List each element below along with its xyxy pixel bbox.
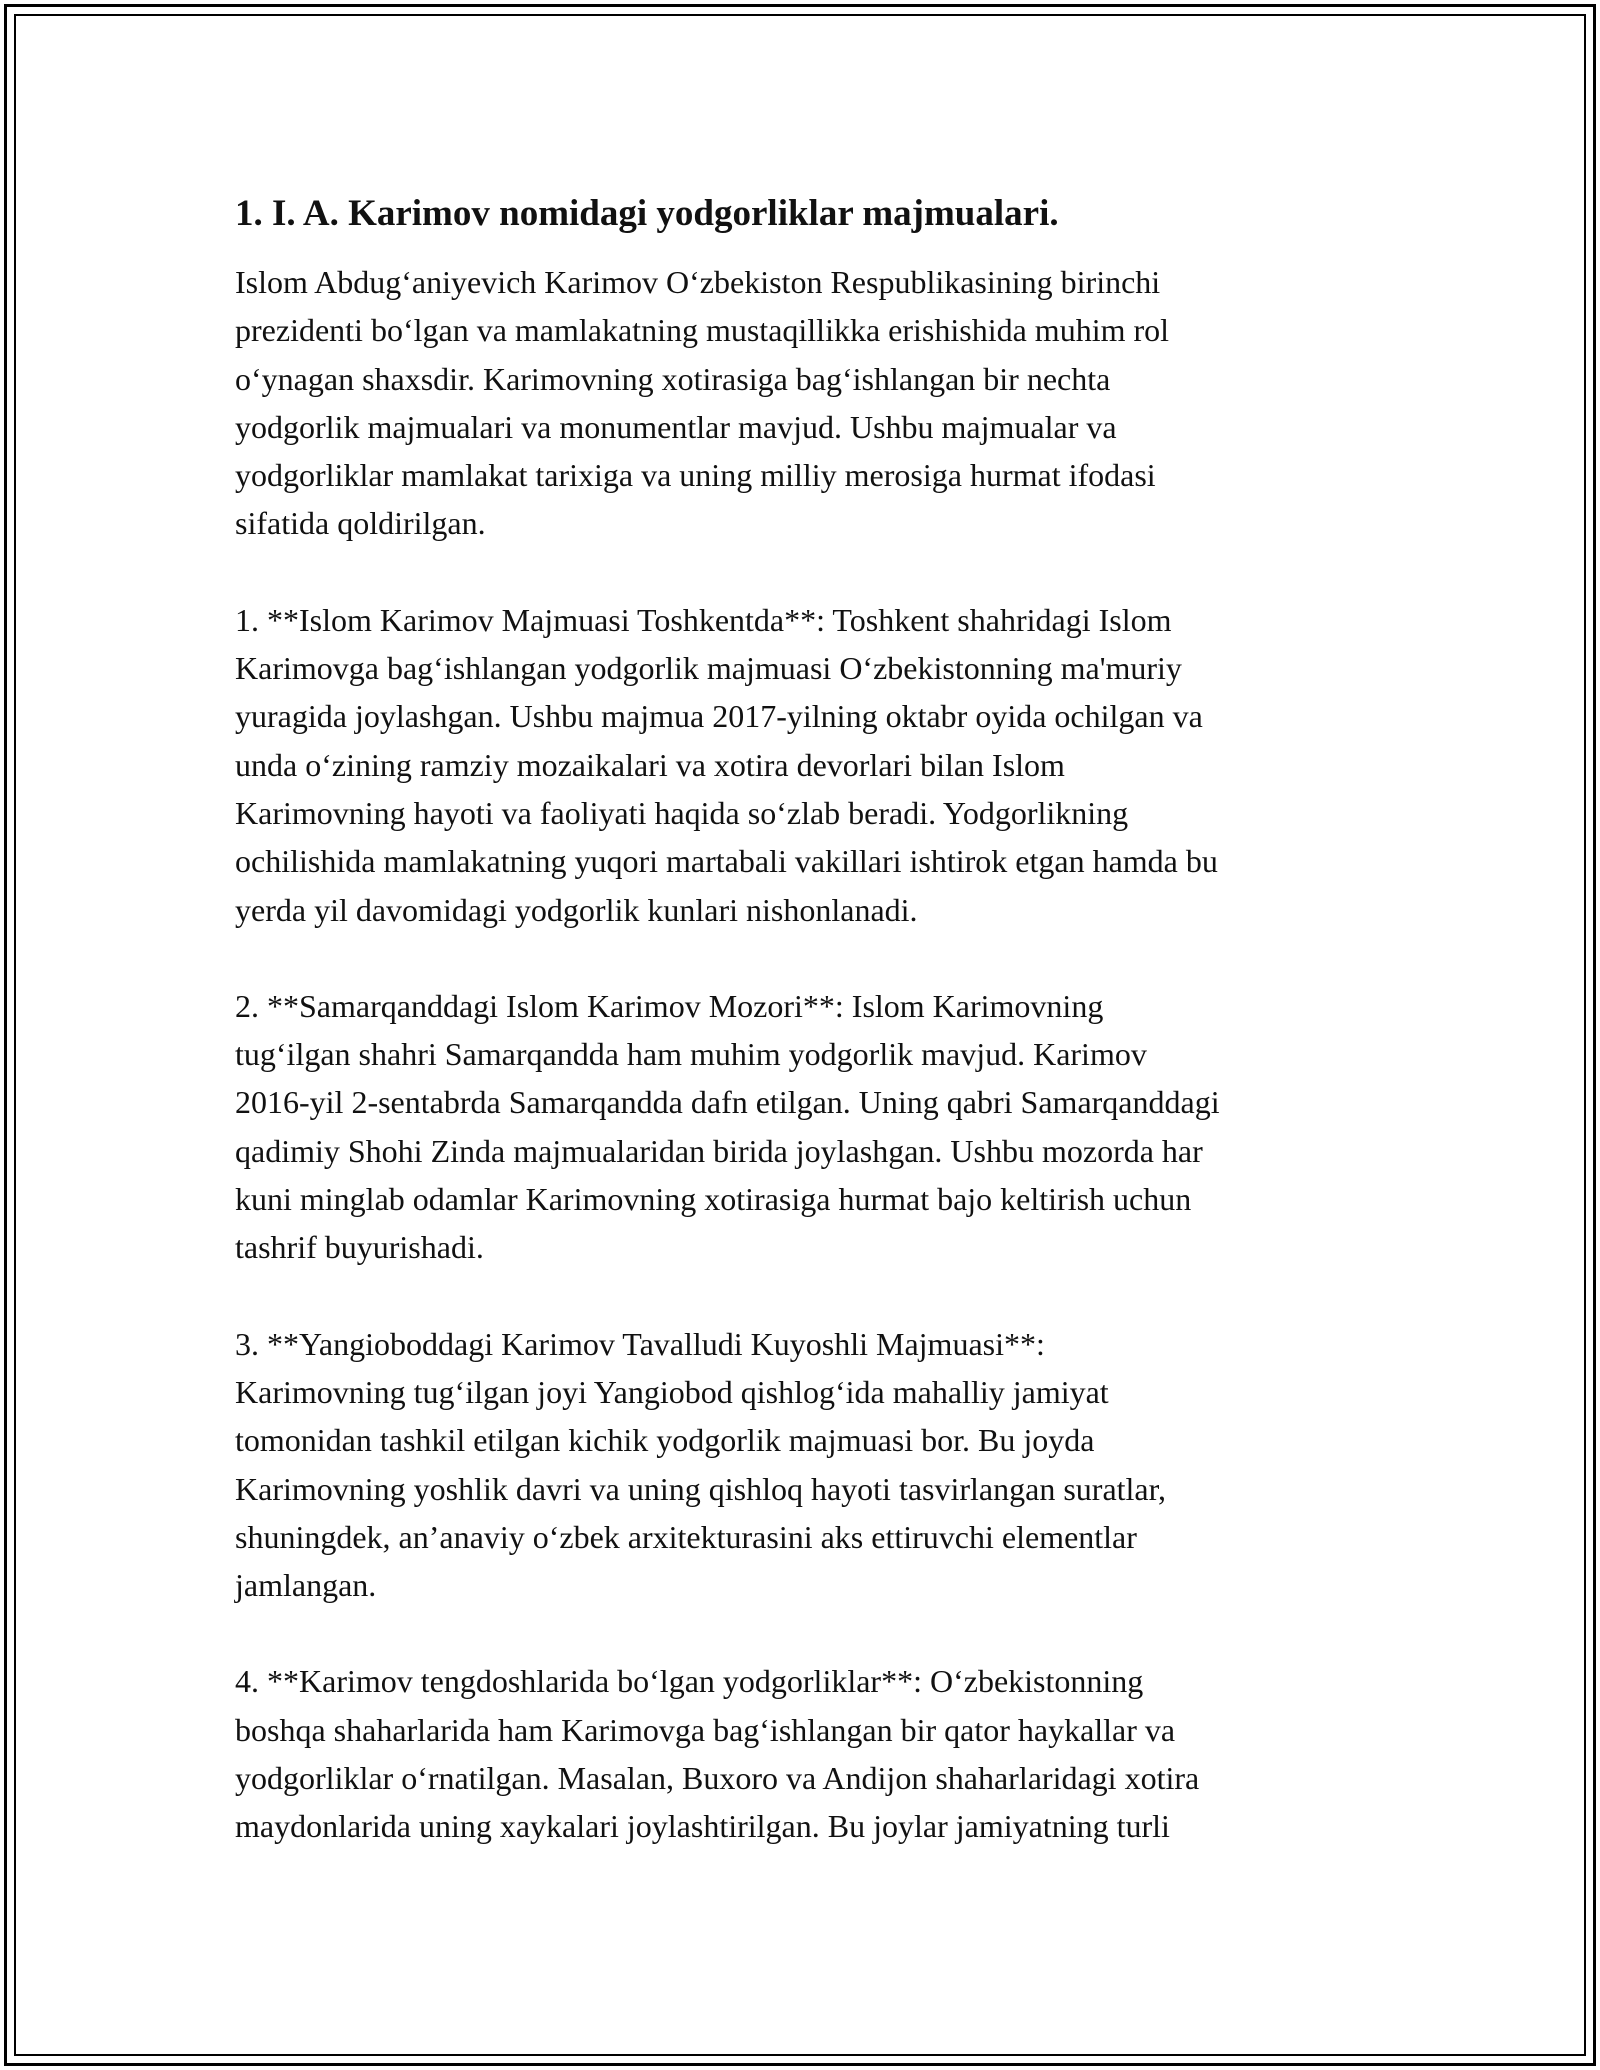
list-item-yangiobod [235, 1320, 1385, 1610]
intro-paragraph [235, 258, 1385, 548]
text-line: o‘ynagan shaxsdir. Karimovning xotirasiga bag‘ishlangan bir nechta [235, 360, 1111, 397]
text-line: 2. **Samarqanddagi Islom Karimov Mozori**: Islom Karimovning [235, 987, 1104, 1024]
text-line: 2016-yil 2-sentabrda Samarqandda dafn etilgan. Uning qabri Samarqanddagi [235, 1084, 1220, 1121]
text-line: 1. **Islom Karimov Majmuasi Toshkentda**: Toshkent shahridagi Islom [235, 601, 1172, 638]
text-line: Karimovning yoshlik davri va uning qishloq hayoti tasvirlangan suratlar, [235, 1470, 1166, 1507]
text-line: ochilishida mamlakatning yuqori martabali vakillari ishtirok etgan hamda bu [235, 843, 1218, 880]
text-line: shuningdek, an’anaviy o‘zbek arxitekturasini aks ettiruvchi elementlar [235, 1518, 1137, 1555]
text-line: boshqa shaharlarida ham Karimovga bag‘ishlangan bir qator haykallar va [235, 1711, 1176, 1748]
document-body [235, 186, 1385, 1899]
text-line: Karimovga bag‘ishlangan yodgorlik majmuasi O‘zbekistonning ma'muriy [235, 650, 1182, 687]
text-line: maydonlarida uning xaykalari joylashtirilgan. Bu joylar jamiyatning turli [235, 1808, 1170, 1845]
text-line: yodgorliklar mamlakat tarixiga va uning milliy merosiga hurmat ifodasi [235, 457, 1156, 494]
text-line: qadimiy Shohi Zinda majmualaridan birida joylashgan. Ushbu mozorda har [235, 1132, 1203, 1169]
text-line: unda o‘zining ramziy mozaikalari va xotira devorlari bilan Islom [235, 746, 1065, 783]
text-line: Karimovning tug‘ilgan joyi Yangiobod qishlog‘ida mahalliy jamiyat [235, 1373, 1109, 1410]
list-item-samarkand [235, 982, 1385, 1272]
text-line: yodgorliklar o‘rnatilgan. Masalan, Buxoro va Andijon shaharlaridagi xotira [235, 1760, 1200, 1797]
text-line: jamlangan. [235, 1567, 377, 1604]
text-line: sifatida qoldirilgan. [235, 505, 486, 542]
list-item-tashkent [235, 596, 1385, 934]
section-heading: 1. I. A. Karimov nomidagi yodgorliklar majmualari. [235, 193, 1059, 234]
text-line: tug‘ilgan shahri Samarqandda ham muhim yodgorlik mavjud. Karimov [235, 1036, 1147, 1073]
text-line: yerda yil davomidagi yodgorlik kunlari nishonlanadi. [235, 891, 918, 928]
text-line: 3. **Yangioboddagi Karimov Tavalludi Kuyoshli Majmuasi**: [235, 1325, 1045, 1362]
text-line: tashrif buyurishadi. [235, 1229, 484, 1266]
list-item-other-cities [235, 1657, 1385, 1850]
text-line: Islom Abdug‘aniyevich Karimov O‘zbekiston Respublikasining birinchi [235, 264, 1161, 300]
text-line: tomonidan tashkil etilgan kichik yodgorlik majmuasi bor. Bu joyda [235, 1422, 1095, 1459]
text-line: 4. **Karimov tengdoshlarida bo‘lgan yodgorliklar**: O‘zbekistonning [235, 1663, 1144, 1700]
text-line: prezidenti bo‘lgan va mamlakatning mustaqillikka erishishida muhim rol [235, 312, 1170, 349]
text-line: yodgorlik majmualari va monumentlar mavjud. Ushbu majmualar va [235, 408, 1117, 445]
text-line: Karimovning hayoti va faoliyati haqida so‘zlab beradi. Yodgorlikning [235, 794, 1129, 831]
text-line: yuragida joylashgan. Ushbu majmua 2017-yilning oktabr oyida ochilgan va [235, 698, 1203, 735]
text-line: kuni minglab odamlar Karimovning xotirasiga hurmat bajo keltirish uchun [235, 1181, 1192, 1218]
